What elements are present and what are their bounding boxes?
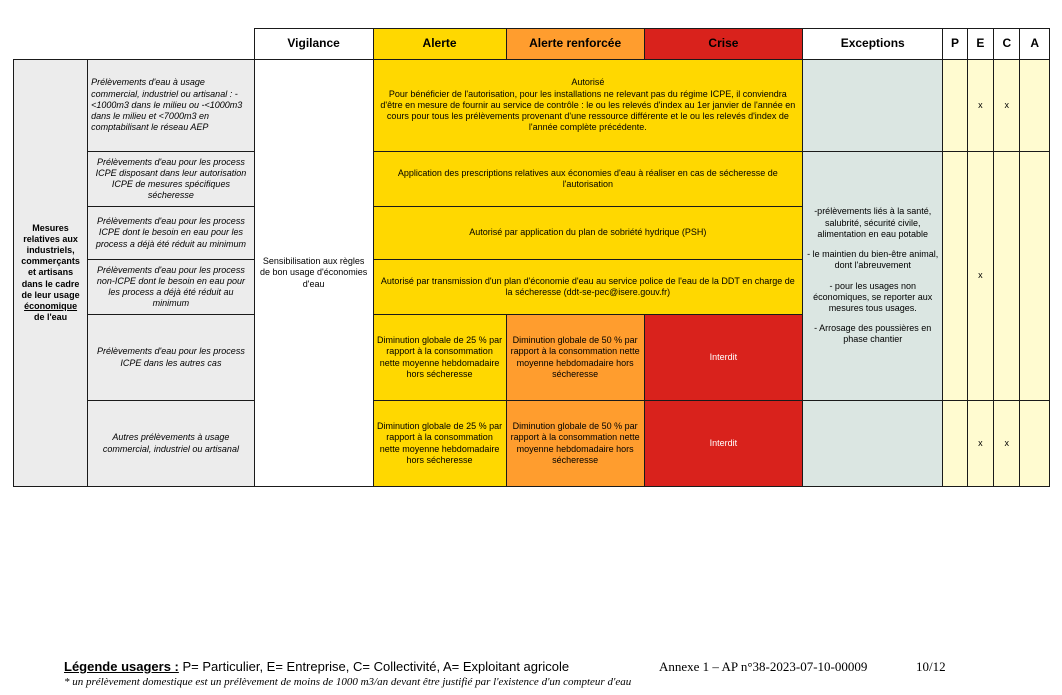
legend-text: P= Particulier, E= Entreprise, C= Collectivité, A= Exploitant agricole (178, 659, 570, 674)
table-row (14, 60, 1050, 152)
row-label: Prélèvements d'eau pour les process ICPE dans les autres cas (88, 315, 255, 401)
header-c: C (994, 29, 1020, 60)
header-crise: Crise (644, 29, 802, 60)
measure-cell: Autorisé par transmission d'un plan d'économie d'eau au service police de l'eau de la DDT en charge de la sécheresse (ddt-se-pec@isere.gouv.fr) (373, 260, 803, 315)
row-label: Autres prélèvements à usage commercial, industriel ou artisanal (88, 401, 255, 487)
header-alerte-renforcee: Alerte renforcée (506, 29, 644, 60)
row-label: Prélèvements d'eau à usage commercial, industriel ou artisanal : -<1000m3 dans le milieu ou -<1000m3 dans le milieu et <7000m3 en comptabilisant le réseau AEP (88, 60, 255, 152)
alerte-renforcee-cell: Diminution globale de 50 % par rapport à la consommation nette moyenne hebdomadaire hors sécheresse (506, 401, 644, 487)
alerte-cell: Diminution globale de 25 % par rapport à la consommation nette moyenne hebdomadaire hors sécheresse (373, 401, 506, 487)
header-blank (14, 29, 255, 60)
measure-cell (373, 60, 803, 152)
exception-item: - Arrosage des poussières en phase chantier (814, 323, 932, 345)
mark-a (1020, 60, 1050, 152)
mark-p (943, 401, 967, 487)
row-label: Prélèvements d'eau pour les process ICPE dont le besoin en eau pour les process a déjà été réduit au minimum (88, 207, 255, 260)
exception-item: - le maintien du bien-être animal, dont l'abreuvement (807, 249, 939, 271)
legend-label: Légende usagers : (64, 659, 179, 674)
annex-reference: Annexe 1 – AP n°38-2023-07-10-00009 (659, 659, 868, 674)
category-text: Mesures relatives aux industriels, commerçants et artisans dans le cadre de leur usage (21, 222, 80, 300)
exceptions-cell (803, 152, 943, 401)
row-label: Prélèvements d'eau pour les process non-ICPE dont le besoin en eau pour les process a déjà été réduit au minimum (88, 260, 255, 315)
header-p: P (943, 29, 967, 60)
category-cell (14, 60, 88, 487)
measure-cell: Application des prescriptions relatives aux économies d'eau à réaliser en cas de sécheresse de l'autorisation (373, 152, 803, 207)
header-alerte: Alerte (373, 29, 506, 60)
header-e: E (967, 29, 993, 60)
restrictions-table (13, 28, 1050, 487)
footer-note: * un prélèvement domestique est un prélèvement de moins de 1000 m3/an devant être justifié par l'existence d'un compteur d'eau (64, 676, 632, 688)
mark-c: x (994, 60, 1020, 152)
page-number: 10/12 (916, 659, 946, 674)
mark-c (994, 152, 1020, 401)
category-underlined: économique (24, 301, 78, 311)
mark-p (943, 152, 967, 401)
mark-a (1020, 401, 1050, 487)
mark-e: x (967, 152, 993, 401)
exception-item: -prélèvements liés à la santé, salubrité, sécurité civile, alimentation en eau potable (814, 206, 932, 239)
mark-e: x (967, 60, 993, 152)
table-row (14, 401, 1050, 487)
alerte-renforcee-cell: Diminution globale de 50 % par rapport à la consommation nette moyenne hebdomadaire hors sécheresse (506, 315, 644, 401)
crise-cell: Interdit (644, 401, 802, 487)
exception-item: - pour les usages non économiques, se reporter aux mesures tous usages. (813, 280, 933, 313)
table-row (14, 152, 1050, 207)
vigilance-cell: Sensibilisation aux règles de bon usage d'économies d'eau (254, 60, 373, 487)
footer-legend (64, 659, 946, 674)
mark-c: x (994, 401, 1020, 487)
mark-a (1020, 152, 1050, 401)
exceptions-cell-empty (803, 60, 943, 152)
measure-body: Pour bénéficier de l'autorisation, pour les installations ne relevant pas du régime ICPE, il conviendra d'être en mesure de fournir au service de contrôle : le ou les relevés d'index au 1er janvier de l'année en cours pour tous les prélèvements provenant d'une ressource différente et le ou les relevés d'index de l'année complète précédente. (380, 88, 796, 133)
alerte-cell: Diminution globale de 25 % par rapport à la consommation nette moyenne hebdomadaire hors sécheresse (373, 315, 506, 401)
header-vigilance: Vigilance (254, 29, 373, 60)
row-label: Prélèvements d'eau pour les process ICPE disposant dans leur autorisation ICPE de mesures spécifiques sécheresse (88, 152, 255, 207)
crise-cell: Interdit (644, 315, 802, 401)
exceptions-cell-empty (803, 401, 943, 487)
measure-cell: Autorisé par application du plan de sobriété hydrique (PSH) (373, 207, 803, 260)
header-exceptions: Exceptions (803, 29, 943, 60)
mark-e: x (967, 401, 993, 487)
mark-p (943, 60, 967, 152)
header-a: A (1020, 29, 1050, 60)
category-text-end: de l'eau (33, 312, 68, 323)
header-row (14, 29, 1050, 60)
measure-title: Autorisé (571, 77, 605, 88)
